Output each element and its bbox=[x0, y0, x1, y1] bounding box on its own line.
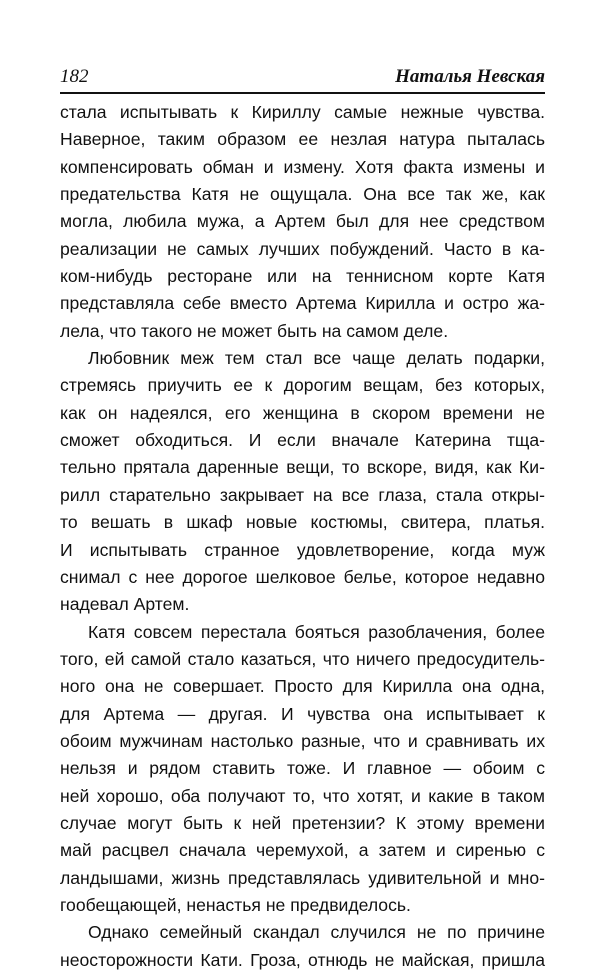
text-line: сможет обходиться. И если вначале Катерина тща- bbox=[60, 430, 545, 451]
running-header bbox=[60, 66, 545, 90]
text-line: представляла себе вместо Артема Кирилла и остро жа- bbox=[60, 293, 545, 314]
text-line: гообещающей, ненастья не предвиделось. bbox=[60, 894, 411, 915]
text-line: ком-нибудь ресторане или на теннисном корте Катя bbox=[60, 266, 545, 287]
text-line: неосторожности Кати. Гроза, отнюдь не майская, пришла bbox=[60, 949, 545, 970]
text-line: то вешать в шкаф новые костюмы, свитера, платья. bbox=[60, 512, 545, 533]
text-line: ней хорошо, оба получают то, что хотят, и какие в таком bbox=[60, 785, 545, 806]
text-line: компенсировать обман и измену. Хотя факта измены и bbox=[60, 156, 545, 177]
text-line: случае могут быть к ней претензии? К этому времени bbox=[60, 812, 545, 833]
text-line: лела, что такого не может быть на самом деле. bbox=[60, 320, 449, 341]
text-line: И испытывать странное удовлетворение, когда муж bbox=[60, 539, 545, 560]
text-line: могла, любила мужа, а Артем был для нее средством bbox=[60, 211, 545, 232]
text-line: стала испытывать к Кириллу самые нежные чувства. bbox=[60, 102, 545, 122]
text-line: рилл старательно закрывает на все глаза, стала откры- bbox=[60, 484, 545, 505]
author-name: Наталья Невская bbox=[395, 66, 545, 87]
text-line: тельно прятала даренные вещи, то вскоре, видя, как Ки- bbox=[60, 457, 545, 478]
text-line: обоим мужчинам настолько разные, что и сравнивать их bbox=[60, 730, 545, 751]
paragraph bbox=[60, 619, 545, 920]
text-line: Наверное, таким образом ее незлая натура пыталась bbox=[60, 129, 545, 150]
paragraph bbox=[60, 919, 545, 974]
text-line: для Артема — другая. И чувства она испытывает к bbox=[60, 703, 545, 724]
page-body bbox=[60, 99, 545, 974]
text-line: реализации не самых лучших побуждений. Часто в ка- bbox=[60, 238, 545, 259]
text-line: нельзя и рядом ставить тоже. И главное — обоим с bbox=[60, 758, 545, 779]
text-line: предательства Катя не ощущала. Она все так же, как bbox=[60, 184, 545, 205]
text-line: Любовник меж тем стал все чаще делать подарки, bbox=[88, 348, 545, 369]
text-line: стремясь приучить ее к дорогим вещам, без которых, bbox=[60, 375, 545, 396]
text-line: того, ей самой стало казаться, что ничего предосудитель- bbox=[60, 648, 545, 669]
paragraph bbox=[60, 99, 545, 345]
text-line: как он надеялся, его женщина в скором времени не bbox=[60, 402, 545, 423]
text-line: Катя совсем перестала бояться разоблачения, более bbox=[88, 621, 545, 642]
text-line: май расцвел сначала черемухой, а затем и сиренью с bbox=[60, 840, 545, 861]
text-line: снимал с нее дорогое шелковое белье, которое недавно bbox=[60, 566, 545, 587]
text-line: надевал Артем. bbox=[60, 594, 190, 615]
page-number: 182 bbox=[60, 66, 89, 87]
header-rule bbox=[60, 92, 545, 94]
text-line: ландышами, жизнь представлялась удивительной и мно- bbox=[60, 867, 545, 888]
text-line: ного она не совершает. Просто для Кирилла она одна, bbox=[60, 676, 545, 697]
text-line: Однако семейный скандал случился не по причине bbox=[88, 922, 545, 943]
paragraph bbox=[60, 345, 545, 618]
